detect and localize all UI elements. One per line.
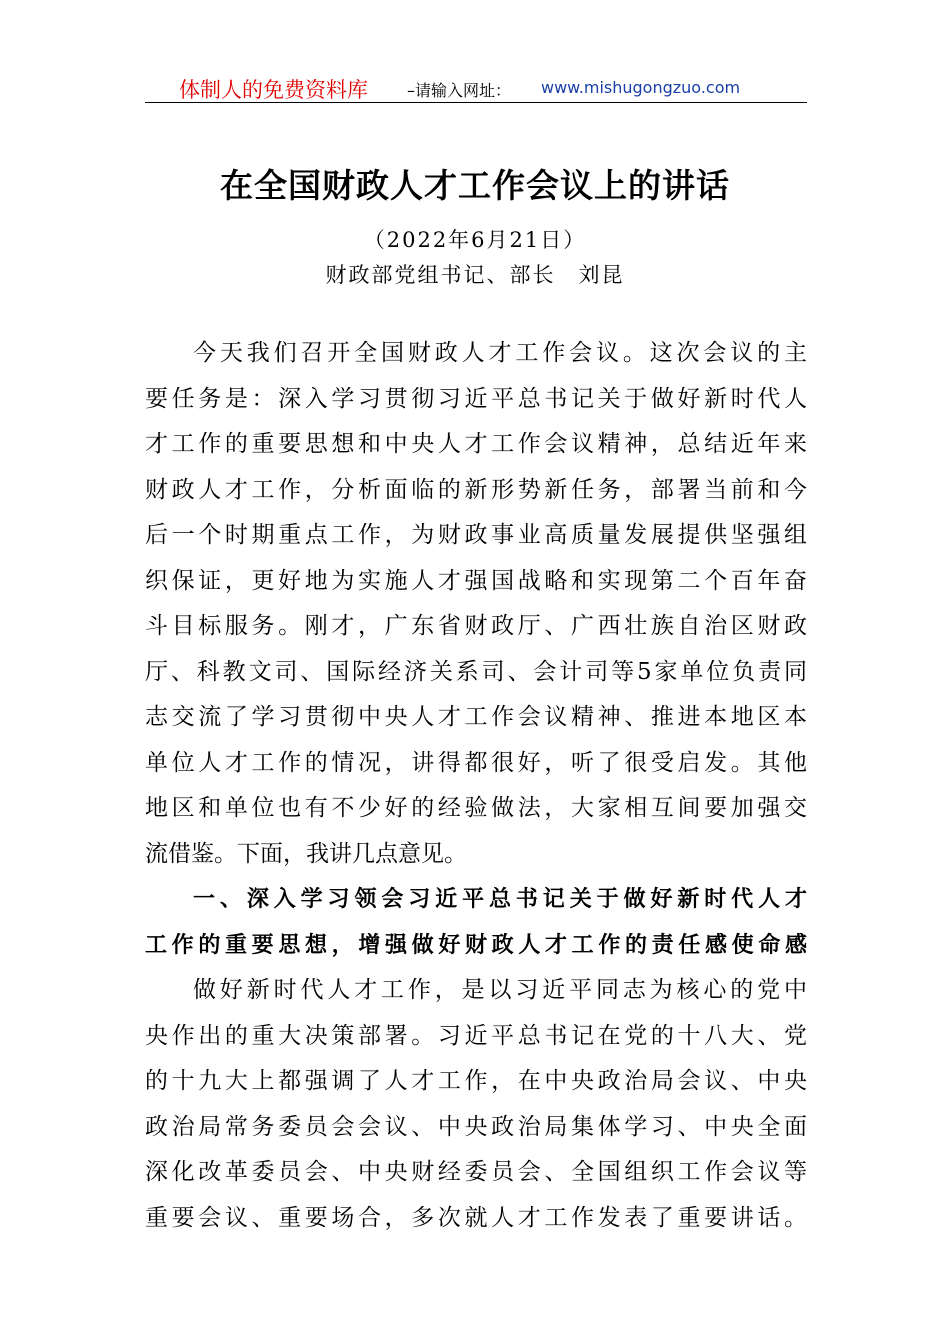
site-prompt: –请输入网址： (407, 81, 512, 100)
text-line: 今天我们召开全国财政人才工作会议。这次会议的主 (193, 340, 807, 366)
heading-line: 一、深入学习领会习近平总书记关于做好新时代人才 (193, 887, 807, 912)
text-line: 地区和单位也有不少好的经验做法，大家相互间要加强交 (145, 795, 807, 821)
paragraph-intro (145, 331, 807, 877)
site-url-link[interactable]: www.mishugongzuo.com (541, 78, 741, 97)
text-line: 斗目标服务。刚才，广东省财政厅、广西壮族自治区财政 (145, 613, 807, 639)
text-line: 政治局常务委员会会议、中央政治局集体学习、中央全面 (145, 1113, 807, 1140)
page-header (145, 72, 807, 103)
section-heading-1 (145, 877, 807, 968)
text-line: 要任务是：深入学习贯彻习近平总书记关于做好新时代人 (145, 385, 807, 412)
text-line: 重要会议、重要场合，多次就人才工作发表了重要讲话。 (145, 1204, 807, 1231)
text-line: 财政人才工作，分析面临的新形势新任务，部署当前和今 (145, 476, 807, 503)
heading-line: 工作的重要思想，增强做好财政人才工作的责任感使命感 (145, 932, 807, 958)
text-line: 央作出的重大决策部署。习近平总书记在党的十八大、党 (145, 1022, 807, 1049)
site-name: 体制人的免费资料库 (179, 78, 368, 102)
text-line: 后一个时期重点工作，为财政事业高质量发展提供坚强组 (145, 522, 807, 548)
speech-author: 财政部党组书记、部长 刘昆 (325, 263, 625, 287)
text-line: 做好新时代人才工作，是以习近平同志为核心的党中 (193, 977, 807, 1003)
document-body (145, 331, 807, 1241)
text-line: 单位人才工作的情况，讲得都很好，听了很受启发。其他 (145, 749, 807, 776)
text-line: 流借鉴。下面，我讲几点意见。 (145, 840, 467, 867)
text-line: 厅、科教文司、国际经济关系司、会计司等5家单位负责同 (145, 658, 807, 685)
text-line: 织保证，更好地为实施人才强国战略和实现第二个百年奋 (145, 567, 807, 594)
document-title: 在全国财政人才工作会议上的讲话 (220, 166, 730, 205)
text-line: 才工作的重要思想和中央人才工作会议精神，总结近年来 (145, 431, 807, 457)
text-line: 深化改革委员会、中央财经委员会、全国组织工作会议等 (145, 1159, 807, 1185)
text-line: 志交流了学习贯彻中央人才工作会议精神、推进本地区本 (145, 704, 807, 730)
speech-date: （2022年6月21日） (363, 228, 587, 252)
text-line: 的十九大上都强调了人才工作，在中央政治局会议、中央 (145, 1068, 807, 1094)
paragraph-section-1 (145, 968, 807, 1241)
